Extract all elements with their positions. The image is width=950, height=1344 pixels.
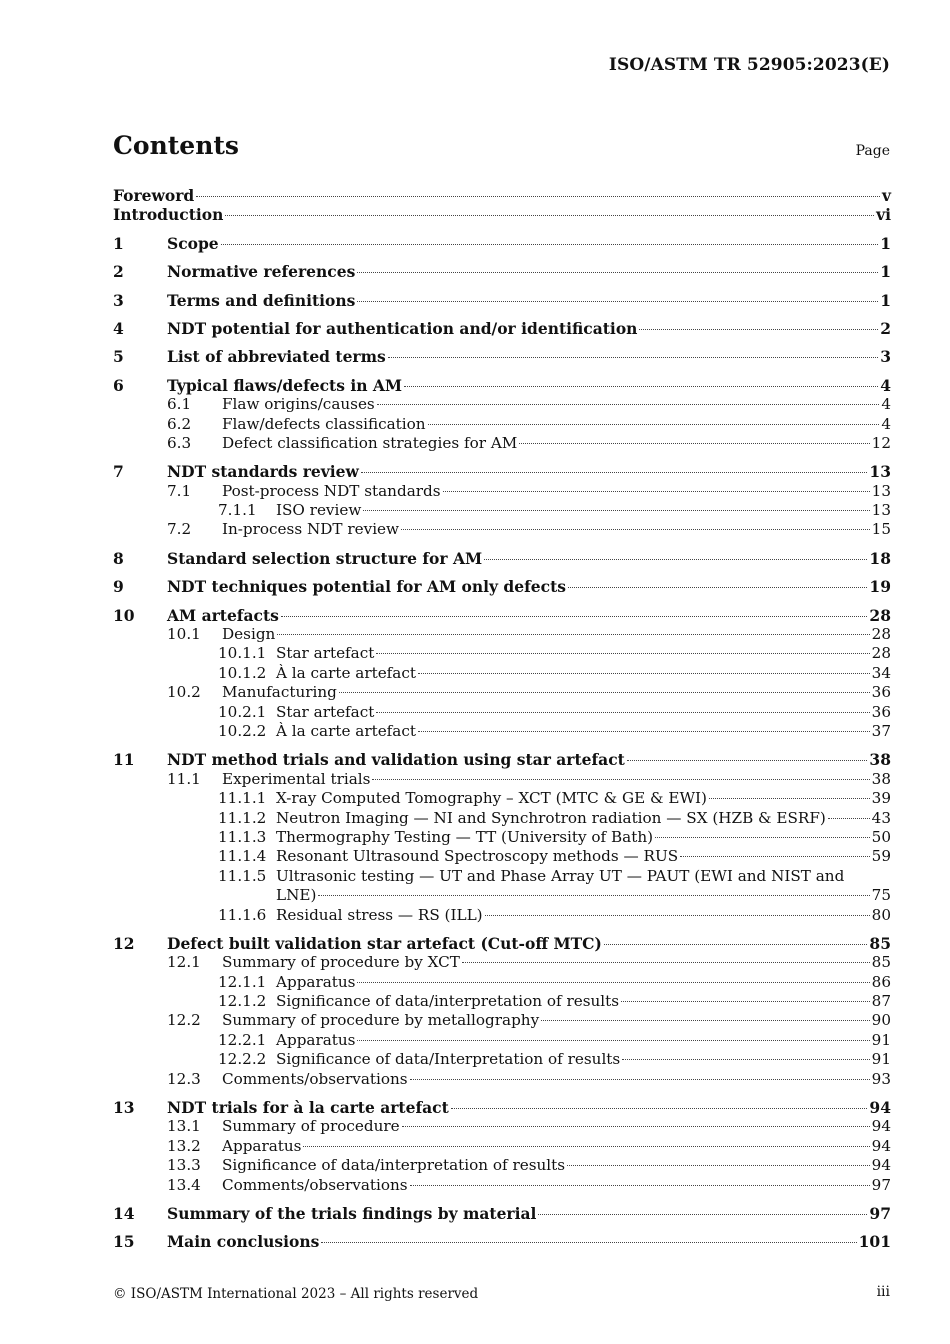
- toc-entry[interactable]: [113, 347, 891, 366]
- toc-dot-leader: [680, 856, 870, 857]
- document-id: ISO/ASTM TR 52905:2023(E): [608, 55, 890, 75]
- toc-entry-page: 13: [871, 501, 891, 520]
- toc-dot-leader: [655, 837, 870, 838]
- toc-entry-page: 91: [871, 1030, 891, 1049]
- toc-entry-number: 13.4: [167, 1175, 201, 1194]
- toc-entry[interactable]: [113, 953, 891, 972]
- toc-entry-title: Neutron Imaging — NI and Synchrotron radiation — SX (HZB & ESRF): [276, 808, 826, 827]
- toc-entry[interactable]: [113, 750, 891, 769]
- toc-entry-page: 1: [880, 290, 891, 310]
- toc-entry-page: 13: [869, 462, 891, 482]
- toc-dot-leader: [357, 1040, 869, 1041]
- toc-dot-leader: [339, 692, 870, 693]
- toc-entry-number: 10.2: [167, 683, 201, 702]
- toc-entry[interactable]: [113, 625, 891, 644]
- toc-entry[interactable]: [113, 1098, 891, 1117]
- toc-dot-leader: [443, 491, 870, 492]
- toc-entry-page: 50: [871, 827, 891, 846]
- toc-entry[interactable]: [113, 992, 891, 1011]
- toc-entry-title: Summary of procedure: [222, 1117, 400, 1136]
- toc-dot-leader: [402, 1126, 870, 1127]
- toc-entry[interactable]: [113, 395, 891, 414]
- toc-entry-number: 10: [113, 605, 135, 625]
- toc-entry-number: 3: [113, 290, 124, 310]
- toc-entry-title: Standard selection structure for AM: [167, 548, 483, 568]
- toc-entry-number: 11: [113, 750, 135, 770]
- toc-dot-leader: [277, 634, 869, 635]
- toc-entry-page: 34: [871, 663, 891, 682]
- toc-entry-page: 87: [871, 992, 891, 1011]
- toc-entry[interactable]: [113, 1176, 891, 1195]
- toc-entry-number: 1: [113, 233, 124, 253]
- toc-entry-title: Apparatus: [276, 972, 356, 991]
- toc-dot-leader: [709, 798, 870, 799]
- toc-entry[interactable]: [113, 809, 891, 828]
- toc-entry-title: ISO review: [276, 501, 362, 520]
- toc-entry[interactable]: [113, 867, 891, 886]
- toc-entry[interactable]: [113, 906, 891, 925]
- toc-entry-page: 39: [871, 789, 891, 808]
- toc-entry[interactable]: [113, 234, 891, 253]
- toc-dot-leader: [462, 962, 870, 963]
- toc-entry[interactable]: [113, 291, 891, 310]
- toc-entry[interactable]: [113, 434, 891, 453]
- toc-entry-title: NDT potential for authentication and/or identification: [167, 318, 638, 338]
- toc-entry[interactable]: [113, 577, 891, 596]
- toc-entry[interactable]: [113, 482, 891, 501]
- toc-entry-title: Summary of the trials findings by material: [167, 1203, 537, 1223]
- toc-entry-title: Scope: [167, 233, 219, 253]
- toc-entry-page: 101: [858, 1232, 891, 1252]
- toc-entry[interactable]: [113, 1011, 891, 1030]
- toc-entry-number: 5: [113, 347, 124, 367]
- toc-dot-leader: [828, 818, 870, 819]
- toc-dot-leader: [621, 1001, 870, 1002]
- toc-entry[interactable]: [113, 1232, 891, 1251]
- toc-entry-title: Apparatus: [222, 1136, 302, 1155]
- toc-entry[interactable]: [113, 319, 891, 338]
- toc-entry-page: 18: [869, 548, 891, 568]
- copyright-notice: © ISO/ASTM International 2023 – All rights reserved: [113, 1286, 479, 1302]
- toc-dot-leader: [627, 760, 868, 761]
- toc-entry-title: Thermography Testing — TT (University of Bath): [276, 827, 654, 846]
- toc-entry-page: 37: [871, 721, 891, 740]
- toc-dot-leader: [357, 982, 869, 983]
- table-of-contents: [113, 186, 891, 1252]
- toc-entry-page: 86: [871, 972, 891, 991]
- toc-entry-number: 13.2: [167, 1136, 201, 1155]
- toc-entry-page: 94: [869, 1098, 891, 1118]
- toc-dot-leader: [428, 424, 880, 425]
- toc-entry-page: 38: [869, 750, 891, 770]
- toc-entry[interactable]: [113, 1137, 891, 1156]
- toc-entry-title: Post-process NDT standards: [222, 481, 441, 500]
- toc-entry-number: 9: [113, 577, 124, 597]
- toc-dot-leader: [377, 404, 880, 405]
- toc-entry-title: Main conclusions: [167, 1232, 320, 1252]
- toc-entry-number: 10.1.1: [218, 644, 267, 663]
- toc-entry[interactable]: [113, 501, 891, 520]
- toc-dot-leader: [376, 653, 869, 654]
- toc-entry-title: Design: [222, 625, 276, 644]
- toc-entry-title-continued: LNE): [276, 886, 317, 905]
- toc-entry-page: 4: [880, 375, 891, 395]
- toc-entry[interactable]: [113, 1117, 891, 1136]
- toc-entry-title: NDT trials for à la carte artefact: [167, 1098, 449, 1118]
- toc-entry-number: 7.2: [167, 520, 192, 539]
- toc-entry-title: Star artefact: [276, 702, 375, 721]
- toc-entry-number: 11.1.5: [218, 866, 267, 885]
- toc-dot-leader: [451, 1108, 868, 1109]
- toc-entry-title: Terms and definitions: [167, 290, 356, 310]
- toc-entry-page: 59: [871, 847, 891, 866]
- toc-entry-page: 91: [871, 1050, 891, 1069]
- toc-entry-number: 13: [113, 1098, 135, 1118]
- toc-entry-title: X-ray Computed Tomography – XCT (MTC & GE & EWI): [276, 789, 707, 808]
- toc-entry-page: 94: [871, 1136, 891, 1155]
- toc-entry-number: 11.1.2: [218, 808, 267, 827]
- toc-dot-leader: [567, 1165, 870, 1166]
- toc-entry-number: 12.1.1: [218, 972, 267, 991]
- toc-entry-title: Flaw/defects classification: [222, 414, 426, 433]
- toc-entry-page: 36: [871, 683, 891, 702]
- toc-entry-title: Typical flaws/defects in AM: [167, 375, 403, 395]
- toc-entry-page: 3: [880, 347, 891, 367]
- toc-entry-page: 97: [871, 1175, 891, 1194]
- toc-dot-leader: [410, 1185, 870, 1186]
- toc-entry-number: 15: [113, 1232, 135, 1252]
- toc-dot-leader: [281, 616, 868, 617]
- toc-entry-number: 10.2.1: [218, 702, 267, 721]
- toc-entry-number: 11.1.3: [218, 827, 267, 846]
- toc-entry-title: NDT method trials and validation using star artefact: [167, 750, 625, 770]
- toc-entry-page: 28: [871, 625, 891, 644]
- toc-entry[interactable]: [113, 683, 891, 702]
- toc-entry-number: 12: [113, 933, 135, 953]
- toc-entry-number: 11.1.6: [218, 905, 267, 924]
- toc-dot-leader: [418, 731, 870, 732]
- toc-entry[interactable]: [113, 376, 891, 395]
- toc-entry-number: 14: [113, 1203, 135, 1223]
- toc-entry-number: 13.1: [167, 1117, 201, 1136]
- toc-entry-page: 1: [880, 262, 891, 282]
- toc-entry[interactable]: [113, 520, 891, 539]
- toc-entry[interactable]: [113, 415, 891, 434]
- toc-entry-number: 12.1.2: [218, 992, 267, 1011]
- toc-entry-number: 11.1: [167, 769, 201, 788]
- toc-dot-leader: [639, 329, 878, 330]
- toc-entry-page: 28: [869, 605, 891, 625]
- toc-entry-page: vi: [876, 205, 891, 225]
- toc-entry-title: Normative references: [167, 262, 356, 282]
- toc-entry-number: 13.3: [167, 1156, 201, 1175]
- toc-entry-page: 85: [869, 933, 891, 953]
- toc-entry[interactable]: [113, 664, 891, 683]
- toc-entry-page: 13: [871, 481, 891, 500]
- page-column-label: Page: [855, 143, 890, 159]
- toc-dot-leader: [541, 1020, 870, 1021]
- toc-entry-number: 7.1.1: [218, 501, 257, 520]
- toc-entry-page: 75: [871, 886, 891, 905]
- toc-entry-title: Manufacturing: [222, 683, 337, 702]
- toc-dot-leader: [401, 529, 870, 530]
- toc-dot-leader: [538, 1214, 867, 1215]
- toc-entry-number: 12.2.1: [218, 1030, 267, 1049]
- toc-entry[interactable]: [113, 205, 891, 224]
- toc-dot-leader: [303, 1146, 869, 1147]
- toc-entry-page: 85: [871, 953, 891, 972]
- toc-entry-number: 12.2.2: [218, 1050, 267, 1069]
- toc-dot-leader: [410, 1079, 870, 1080]
- toc-entry-number: 10.1.2: [218, 663, 267, 682]
- toc-dot-leader: [485, 915, 870, 916]
- toc-entry-title: Comments/observations: [222, 1175, 408, 1194]
- toc-entry-title: Resonant Ultrasound Spectroscopy methods — RUS: [276, 847, 679, 866]
- toc-entry-page: 28: [871, 644, 891, 663]
- toc-entry[interactable]: [113, 262, 891, 281]
- toc-entry-title: Significance of data/interpretation of results: [222, 1156, 566, 1175]
- toc-entry-number: 11.1.1: [218, 789, 267, 808]
- toc-entry-page: 4: [881, 414, 891, 433]
- toc-entry-title: AM artefacts: [167, 605, 279, 625]
- toc-entry[interactable]: [113, 1204, 891, 1223]
- toc-entry-number: 8: [113, 548, 124, 568]
- toc-entry-title: Flaw origins/causes: [222, 395, 375, 414]
- toc-entry[interactable]: [113, 703, 891, 722]
- toc-entry-title: Defect built validation star artefact (Cut-off MTC): [167, 933, 602, 953]
- toc-entry-number: 6: [113, 375, 124, 395]
- toc-entry-title: Summary of procedure by metallography: [222, 1011, 540, 1030]
- toc-entry-number: 12.2: [167, 1011, 201, 1030]
- page-number: iii: [876, 1284, 890, 1300]
- toc-entry[interactable]: [113, 462, 891, 481]
- toc-entry-continuation[interactable]: [113, 886, 891, 905]
- toc-entry-title: Comments/observations: [222, 1069, 408, 1088]
- toc-dot-leader: [357, 301, 878, 302]
- toc-entry-page: 93: [871, 1069, 891, 1088]
- toc-entry-page: 94: [871, 1156, 891, 1175]
- toc-entry-number: 10.1: [167, 625, 201, 644]
- toc-dot-leader: [418, 673, 870, 674]
- toc-entry-number: 11.1.4: [218, 847, 267, 866]
- toc-entry-number: 6.1: [167, 395, 192, 414]
- toc-entry-title: Summary of procedure by XCT: [222, 953, 460, 972]
- toc-entry-title: Ultrasonic testing — UT and Phase Array UT — PAUT (EWI and NIST and: [276, 866, 845, 885]
- toc-entry[interactable]: [113, 1031, 891, 1050]
- toc-dot-leader: [404, 386, 878, 387]
- toc-dot-leader: [321, 1242, 856, 1243]
- toc-dot-leader: [484, 559, 867, 560]
- page-title: Contents: [113, 131, 240, 160]
- toc-entry-title: NDT techniques potential for AM only defects: [167, 577, 566, 597]
- toc-entry-title: Experimental trials: [222, 769, 371, 788]
- toc-entry-page: 4: [881, 395, 891, 414]
- toc-dot-leader: [361, 472, 868, 473]
- toc-entry-page: 1: [880, 233, 891, 253]
- toc-entry[interactable]: [113, 847, 891, 866]
- toc-dot-leader: [568, 587, 867, 588]
- toc-entry-number: 10.2.2: [218, 721, 267, 740]
- toc-dot-leader: [388, 357, 878, 358]
- toc-entry[interactable]: [113, 186, 891, 205]
- toc-dot-leader: [225, 215, 874, 216]
- toc-entry[interactable]: [113, 549, 891, 568]
- toc-entry-number: 6.3: [167, 433, 192, 452]
- toc-entry-title: NDT standards review: [167, 462, 359, 482]
- toc-entry[interactable]: [113, 934, 891, 953]
- toc-entry-title: À la carte artefact: [276, 663, 416, 682]
- toc-entry-page: 36: [871, 702, 891, 721]
- toc-entry-page: 80: [871, 905, 891, 924]
- toc-entry-number: 12.3: [167, 1069, 201, 1088]
- toc-entry[interactable]: [113, 973, 891, 992]
- toc-dot-leader: [196, 196, 880, 197]
- toc-entry-number: 2: [113, 262, 124, 282]
- toc-entry-page: 94: [871, 1117, 891, 1136]
- toc-dot-leader: [376, 712, 869, 713]
- toc-dot-leader: [622, 1059, 869, 1060]
- toc-entry[interactable]: [113, 644, 891, 663]
- toc-dot-leader: [318, 895, 869, 896]
- toc-entry-page: 38: [871, 769, 891, 788]
- toc-entry[interactable]: [113, 789, 891, 808]
- toc-entry[interactable]: [113, 770, 891, 789]
- toc-entry-title: Star artefact: [276, 644, 375, 663]
- toc-entry-page: 97: [869, 1203, 891, 1223]
- toc-entry[interactable]: [113, 1156, 891, 1175]
- toc-entry-number: 4: [113, 318, 124, 338]
- toc-entry-page: 15: [871, 520, 891, 539]
- toc-entry-title: Significance of data/interpretation of results: [276, 992, 620, 1011]
- toc-entry-title: Introduction: [113, 205, 224, 225]
- toc-entry[interactable]: [113, 606, 891, 625]
- toc-entry[interactable]: [113, 722, 891, 741]
- toc-entry-title: In-process NDT review: [222, 520, 400, 539]
- toc-entry-number: 7.1: [167, 481, 192, 500]
- toc-entry-title: List of abbreviated terms: [167, 347, 386, 367]
- toc-dot-leader: [357, 272, 878, 273]
- toc-entry[interactable]: [113, 1050, 891, 1069]
- toc-dot-leader: [363, 510, 869, 511]
- toc-entry-page: 19: [869, 577, 891, 597]
- toc-entry[interactable]: [113, 828, 891, 847]
- toc-entry-page: 12: [871, 433, 891, 452]
- toc-dot-leader: [604, 944, 868, 945]
- toc-entry-title: Significance of data/Interpretation of results: [276, 1050, 621, 1069]
- toc-dot-leader: [519, 443, 869, 444]
- toc-entry-title: Defect classification strategies for AM: [222, 433, 518, 452]
- toc-entry-number: 12.1: [167, 953, 201, 972]
- toc-entry[interactable]: [113, 1070, 891, 1089]
- toc-entry-title: Foreword: [113, 186, 195, 205]
- toc-entry-page: v: [881, 186, 891, 205]
- toc-entry-page: 90: [871, 1011, 891, 1030]
- toc-entry-title: Residual stress — RS (ILL): [276, 905, 483, 924]
- toc-dot-leader: [372, 779, 869, 780]
- toc-entry-title: Apparatus: [276, 1030, 356, 1049]
- toc-entry-title: À la carte artefact: [276, 721, 416, 740]
- toc-entry-page: 2: [880, 318, 891, 338]
- toc-entry-number: 6.2: [167, 414, 192, 433]
- toc-entry-number: 7: [113, 462, 124, 482]
- toc-entry-page: 43: [871, 808, 891, 827]
- toc-dot-leader: [221, 244, 879, 245]
